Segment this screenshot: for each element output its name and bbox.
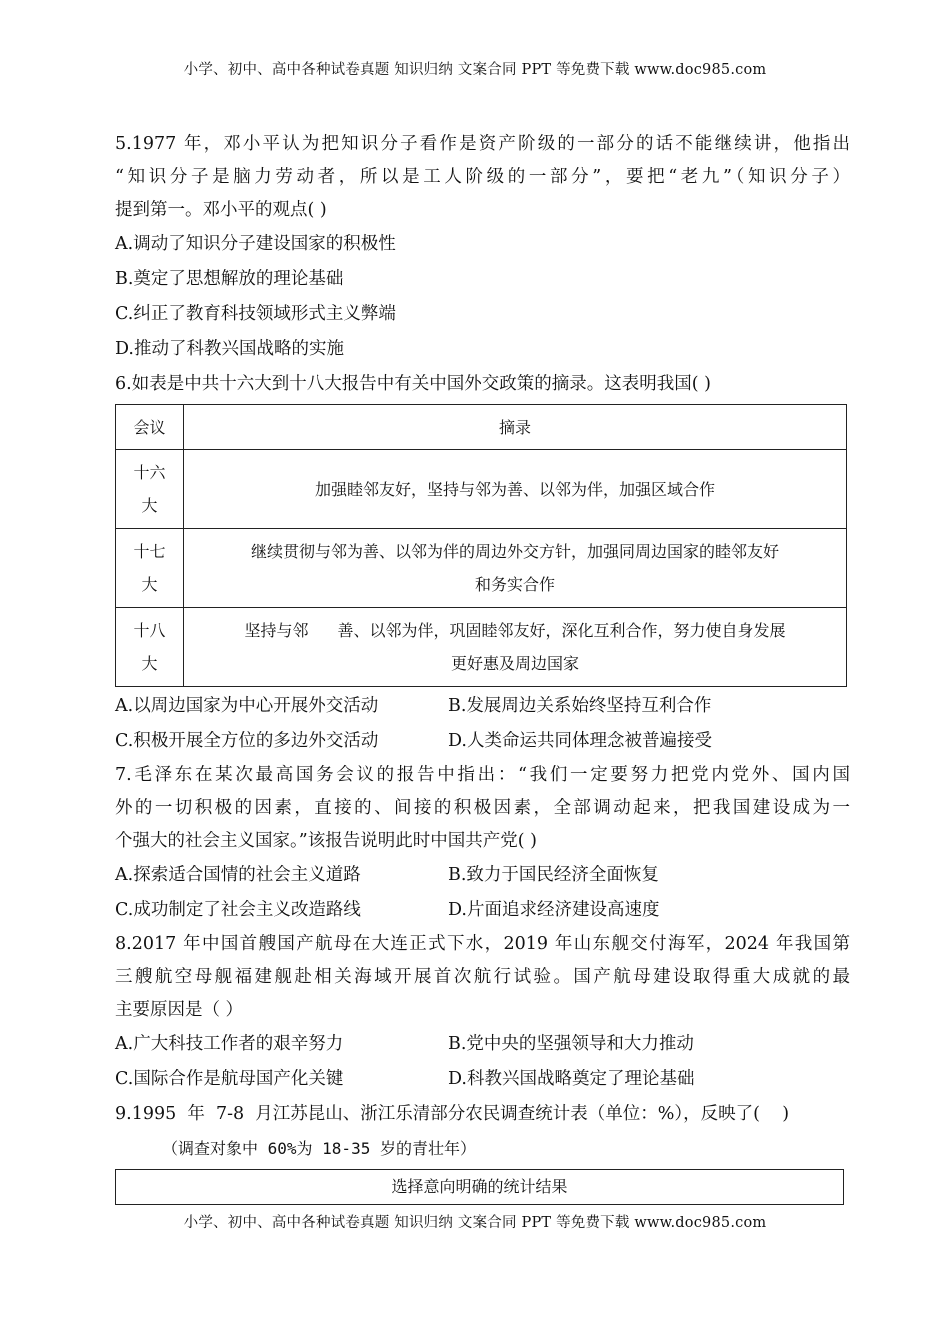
table-row: [116, 608, 847, 687]
question-8-option-b: B.党中央的坚强领导和大力推动: [448, 1034, 694, 1054]
question-8-option-c: C.国际合作是航母国产化关键: [115, 1069, 344, 1089]
question-8-option-d: D.科教兴国战略奠定了理论基础: [448, 1069, 695, 1089]
question-5-stem-line-2: “知识分子是脑力劳动者，所以是工人阶级的一部分”，要把“老九”（知识分子）: [115, 167, 850, 187]
meeting-line: 大: [141, 575, 158, 594]
question-7: [115, 759, 850, 858]
question-5-stem-line-3: 提到第一。邓小平的观点( ): [115, 200, 327, 220]
question-7-stem-line-1: 7.毛泽东在某次最高国务会议的报告中指出：“我们一定要努力把党内党外、国内国: [115, 765, 850, 785]
survey-table-title: 选择意向明确的统计结果: [115, 1169, 844, 1205]
question-6-option-c: C.积极开展全方位的多边外交活动: [115, 731, 379, 751]
question-8-option-a: A.广大科技工作者的艰辛努力: [115, 1034, 344, 1054]
excerpt-line: 坚持与邻 善、以邻为伴，巩固睦邻友好，深化互利合作，努力使自身发展: [244, 621, 786, 640]
meeting-line: 十七: [133, 542, 166, 561]
question-6-stem: 6.如表是中共十六大到十八大报告中有关中国外交政策的摘录。这表明我国( ): [115, 374, 711, 394]
foreign-policy-table: [115, 404, 847, 687]
page-footer: 小学、初中、高中各种试卷真题 知识归纳 文案合同 PPT 等免费下载 www.doc985.com: [183, 1215, 767, 1231]
question-7-stem-line-3: 个强大的社会主义国家。”该报告说明此时中国共产党( ): [115, 831, 537, 851]
question-6-option-a: A.以周边国家为中心开展外交活动: [115, 696, 379, 716]
question-6-option-d: D.人类命运共同体理念被普遍接受: [448, 731, 712, 751]
exam-content: [115, 128, 850, 1205]
question-6-options-row-1: [115, 689, 850, 724]
question-7-options-row-2: [115, 893, 850, 928]
question-6-option-b: B.发展周边关系始终坚持互利合作: [448, 696, 712, 716]
question-7-stem-line-2: 外的一切积极的因素，直接的、间接的积极因素，全部调动起来，把我国建设成为一: [115, 798, 850, 818]
question-7-option-c: C.成功制定了社会主义改造路线: [115, 900, 361, 920]
table-row: [116, 529, 847, 608]
table-cell-excerpt: [184, 529, 847, 608]
table-header-excerpt: 摘录: [184, 405, 847, 450]
table-cell-excerpt: [184, 450, 847, 529]
question-5-stem-line-1: 5.1977 年，邓小平认为把知识分子看作是资产阶级的一部分的话不能继续讲，他指出: [115, 134, 850, 154]
question-7-option-a: A.探索适合国情的社会主义道路: [115, 865, 361, 885]
question-8-options-row-2: [115, 1062, 850, 1097]
page-header: 小学、初中、高中各种试卷真题 知识归纳 文案合同 PPT 等免费下载 www.doc985.com: [183, 62, 767, 78]
table-cell-meeting: [116, 608, 184, 687]
question-5-option-c: C.纠正了教育科技领域形式主义弊端: [115, 304, 396, 324]
question-8-stem-line-3: 主要原因是（ ）: [115, 1000, 244, 1020]
question-7-options-row-1: [115, 858, 850, 893]
question-8-stem-line-2: 三艘航空母舰福建舰赴相关海域开展首次航行试验。国产航母建设取得重大成就的最: [115, 967, 850, 987]
excerpt-line: 和务实合作: [474, 575, 555, 594]
question-8: [115, 928, 850, 1027]
table-cell-excerpt: [184, 608, 847, 687]
table-cell-meeting: [116, 529, 184, 608]
excerpt-line: 加强睦邻友好，坚持与邻为善、以邻为伴，加强区域合作: [314, 479, 715, 499]
question-5-option-d: D.推动了科教兴国战略的实施: [115, 339, 344, 359]
table-cell-meeting: [116, 450, 184, 529]
meeting-line: 大: [141, 654, 158, 673]
question-5-option-b: B.奠定了思想解放的理论基础: [115, 269, 344, 289]
meeting-line: 十八: [133, 621, 166, 640]
meeting-line: 十六: [133, 463, 166, 482]
question-5: [115, 128, 850, 227]
question-7-option-d: D.片面追求经济建设高速度: [448, 900, 660, 920]
table-row: [116, 450, 847, 529]
question-9-stem: 9.1995 年 7-8 月江苏昆山、浙江乐清部分农民调查统计表（单位：%），反映了( ): [115, 1104, 790, 1124]
question-8-stem-line-1: 8.2017 年中国首艘国产航母在大连正式下水，2019 年山东舰交付海军，2024 年我国第: [115, 934, 850, 954]
table-header-meeting: 会议: [116, 405, 184, 450]
question-5-option-a: A.调动了知识分子建设国家的积极性: [115, 234, 396, 254]
meeting-line: 大: [141, 496, 158, 515]
excerpt-line: 更好惠及周边国家: [450, 654, 579, 673]
question-8-options-row-1: [115, 1027, 850, 1062]
question-7-option-b: B.致力于国民经济全面恢复: [448, 865, 659, 885]
question-9-note: （调查对象中 60%为 18-35 岁的青壮年）: [162, 1139, 476, 1158]
question-6-options-row-2: [115, 724, 850, 759]
excerpt-line: 继续贯彻与邻为善、以邻为伴的周边外交方针，加强同周边国家的睦邻友好: [250, 542, 779, 561]
table-header-row: [116, 405, 847, 450]
